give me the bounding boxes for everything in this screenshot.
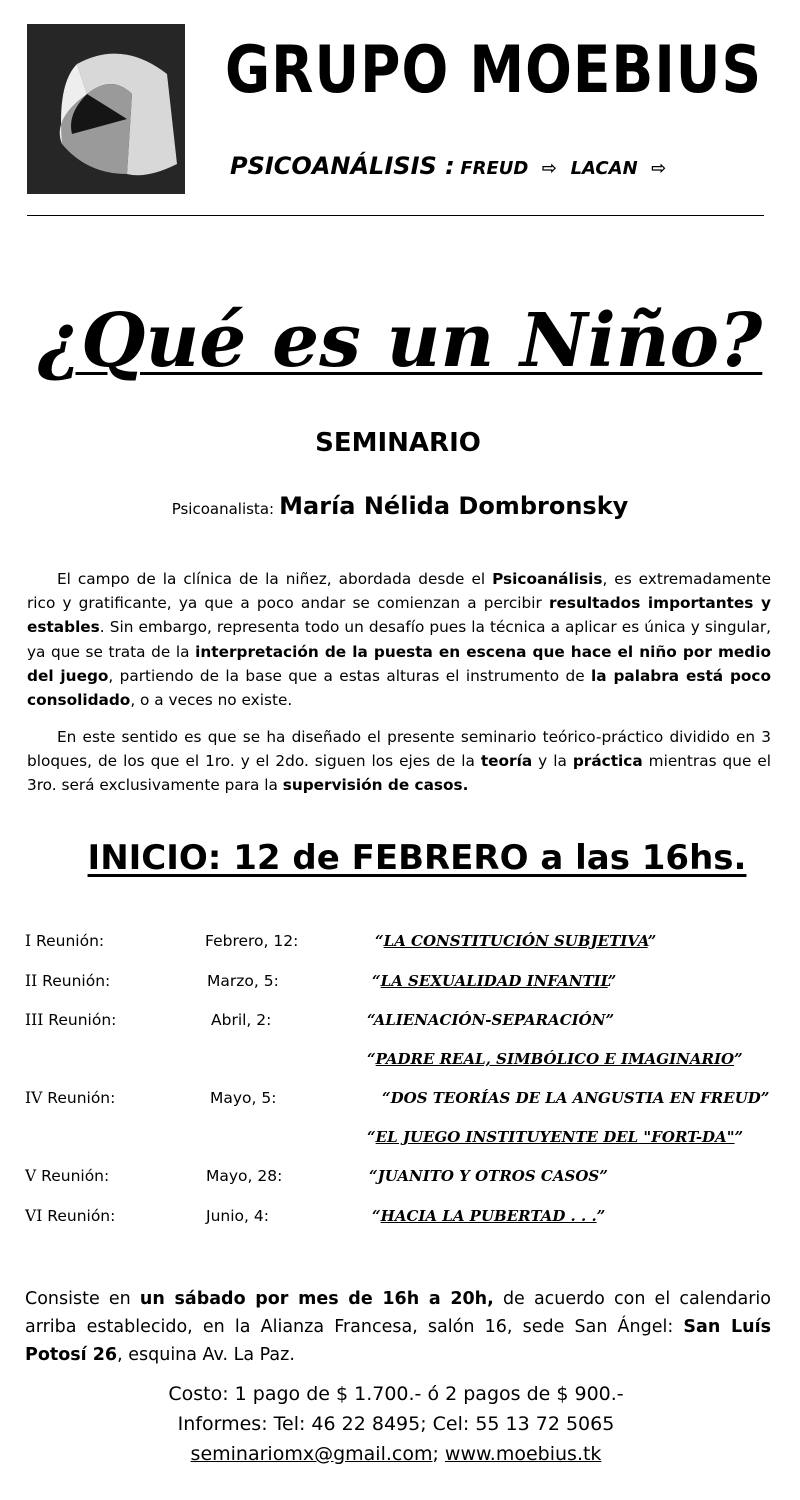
session-date: Mayo, 28: — [206, 1167, 283, 1185]
speaker-label: Psicoanalista: — [171, 500, 275, 518]
schedule-row — [0, 1167, 800, 1195]
closing-bold: San Luís Potosí 26 — [25, 1317, 771, 1365]
subline-psicoanalisis: PSICOANÁLISIS : — [230, 152, 455, 180]
cost-line: Costo: 1 pago de $ 1.700.- ó 2 pagos de $ 900.- — [168, 1383, 624, 1405]
header-divider — [27, 215, 764, 216]
session-date: Marzo, 5: — [207, 972, 279, 990]
closing-text: de acuerdo con el calendario arriba establecido, en la Alianza Francesa, salón 16, sede San Ángel: — [25, 1289, 771, 1337]
intro-paragraph-1 — [27, 567, 771, 712]
website-link[interactable]: www.moebius.tk — [444, 1443, 602, 1465]
start-date-heading: INICIO: 12 de FEBRERO a las 16hs. — [87, 838, 747, 878]
para-bold: práctica — [572, 752, 643, 771]
para-text: , o a veces no existe. — [130, 691, 293, 710]
contact-line — [0, 1443, 792, 1465]
session-topic-text: LA CONSTITUCIÓN SUBJETIVA — [383, 932, 648, 950]
moebius-logo — [27, 24, 185, 194]
page-title — [0, 298, 800, 384]
closing-text: Consiste en — [25, 1289, 140, 1309]
email-link[interactable]: seminariomx@gmail.com — [190, 1443, 433, 1465]
schedule-row — [0, 1089, 800, 1117]
seminar-label: SEMINARIO — [315, 428, 481, 458]
session-number: V — [25, 1167, 37, 1185]
closing-bold: un sábado por mes de 16h a 20h, — [139, 1289, 494, 1309]
session-label — [25, 1167, 109, 1185]
session-label — [25, 1089, 115, 1107]
subline-freud: FREUD — [460, 158, 529, 179]
session-date: Abril, 2: — [211, 1011, 272, 1029]
para-text: , partiendo de la base que a estas alturas el instrumento de — [108, 666, 592, 685]
session-date: Febrero, 12: — [205, 932, 299, 950]
session-topic-text: ALIENACIÓN-SEPARACIÓN — [373, 1011, 606, 1029]
session-label — [25, 932, 104, 950]
session-label — [25, 1011, 116, 1029]
para-text: El campo de la clínica de la niñez, abordada desde el — [57, 570, 493, 588]
session-word: Reunión: — [37, 972, 111, 990]
para-bold: interpretación de la puesta en escena que hace el niño por medio del juego — [27, 642, 771, 685]
header-subline — [230, 152, 674, 180]
session-label — [25, 972, 110, 990]
para-bold: teoría — [480, 752, 533, 771]
speaker-name: María Nélida Dombronsky — [279, 492, 629, 520]
schedule-row — [0, 932, 800, 960]
session-topic: “ALIENACIÓN-SEPARACIÓN” — [367, 1011, 615, 1029]
moebius-strip-icon — [27, 24, 185, 194]
contact-separator: ; — [432, 1443, 445, 1465]
session-topic: “LA CONSTITUCIÓN SUBJETIVA” — [375, 932, 657, 950]
session-topic: “DOS TEORÍAS DE LA ANGUSTIA EN FREUD” — [382, 1089, 770, 1107]
para-bold: resultados importantes y estables — [27, 594, 771, 637]
closing-text: , esquina Av. La Paz. — [117, 1345, 295, 1365]
para-text: En este sentido es que se ha diseñado el presente seminario teórico-práctico dividido en 3 bloques, de los que el 1ro. y el 2do. siguen los ejes de la — [27, 728, 771, 771]
session-word: Reunión: — [31, 932, 105, 950]
intro-paragraph-2 — [27, 725, 771, 798]
schedule-row — [0, 1128, 800, 1156]
schedule-row — [0, 1207, 800, 1235]
subline-lacan: LACAN — [570, 158, 638, 179]
session-topic-text: HACIA LA PUBERTAD . . . — [380, 1207, 597, 1225]
para-text: , es extremadamente rico y gratificante, ya que a poco andar se comienzan a percibir — [27, 570, 771, 613]
para-text: mientras que el 3ro. será exclusivamente para la — [27, 752, 772, 795]
para-bold: la palabra está poco consolidado — [27, 666, 771, 710]
session-number: II — [25, 972, 38, 990]
session-word: Reunión: — [36, 1167, 110, 1185]
schedule-row — [0, 1050, 800, 1078]
session-number: I — [25, 932, 32, 950]
schedule-row — [0, 972, 800, 1000]
session-date: Junio, 4: — [206, 1207, 269, 1225]
org-name: GRUPO MOEBIUS — [225, 32, 763, 108]
para-bold: supervisión de casos. — [282, 776, 469, 795]
right-arrow-icon: ⇨ — [541, 158, 557, 179]
para-text: . Sin embargo, representa todo un desafío pues la técnica a aplicar es única y singular, ya que se trata de la — [27, 618, 771, 661]
session-topic: “LA SEXUALIDAD INFANTIL” — [372, 972, 617, 990]
closing-paragraph — [25, 1285, 771, 1369]
session-topic: “JUANITO Y OTROS CASOS” — [369, 1167, 608, 1185]
session-topic-text: JUANITO Y OTROS CASOS — [377, 1167, 600, 1185]
session-topic: “HACIA LA PUBERTAD . . .” — [372, 1207, 606, 1225]
session-date: Mayo, 5: — [210, 1089, 277, 1107]
session-topic-text: LA SEXUALIDAD INFANTIL — [380, 972, 608, 990]
session-topic: “EL JUEGO INSTITUYENTE DEL "FORT-DA"” — [367, 1128, 744, 1146]
page-title-text: ¿Qué es un Niño? — [37, 298, 763, 384]
session-number: VI — [25, 1207, 43, 1225]
session-topic-text: DOS TEORÍAS DE LA ANGUSTIA EN FREUD — [390, 1089, 761, 1107]
session-number: IV — [25, 1089, 43, 1107]
schedule-row — [0, 1011, 800, 1039]
session-number: III — [25, 1011, 44, 1029]
session-topic-text: EL JUEGO INSTITUYENTE DEL "FORT-DA" — [375, 1128, 735, 1146]
session-word: Reunión: — [43, 1011, 117, 1029]
info-phone-line: Informes: Tel: 46 22 8495; Cel: 55 13 72 5065 — [177, 1413, 615, 1435]
session-word: Reunión: — [42, 1089, 116, 1107]
session-label — [25, 1207, 115, 1225]
session-topic-text: PADRE REAL, SIMBÓLICO E IMAGINARIO — [375, 1050, 735, 1068]
para-bold: Psicoanálisis — [492, 570, 603, 588]
session-topic: “PADRE REAL, SIMBÓLICO E IMAGINARIO” — [367, 1050, 743, 1068]
session-word: Reunión: — [42, 1207, 116, 1225]
para-text: y la — [532, 752, 573, 771]
right-arrow-icon: ⇨ — [651, 158, 667, 179]
speaker-line — [0, 492, 800, 520]
